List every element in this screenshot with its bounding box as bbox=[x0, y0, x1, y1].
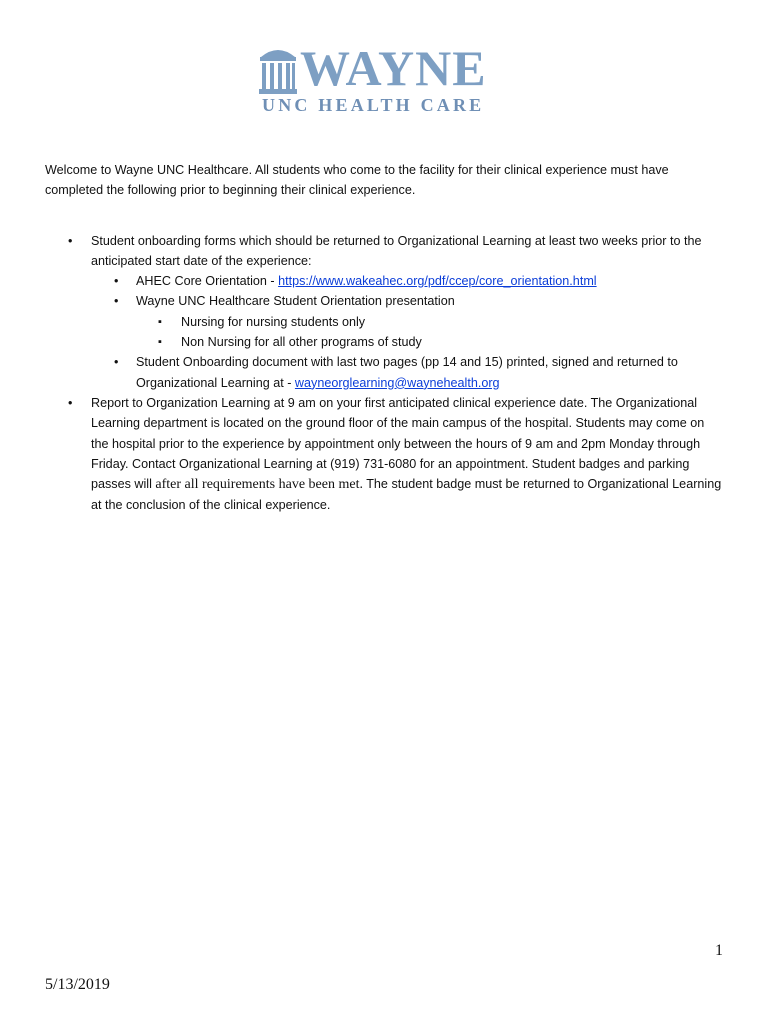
list-item-non-nursing bbox=[136, 332, 725, 352]
onboarding-text: Student onboarding forms which should be returned to Organizational Learning at least two weeks prior to the anticipated start date of the experience: bbox=[91, 233, 702, 268]
presentation-sublist bbox=[136, 312, 725, 353]
list-item-onboarding bbox=[45, 231, 725, 393]
document-label: Student Onboarding document with last two pages (pp 14 and 15) printed, signed and returned to Organizational Learning at - bbox=[136, 355, 678, 390]
wayne-unc-logo bbox=[258, 38, 518, 116]
email-link[interactable]: wayneorglearning@waynehealth.org bbox=[294, 375, 500, 390]
requirements-list bbox=[45, 231, 725, 516]
footer-date: 5/13/2019 bbox=[45, 976, 110, 993]
list-item-onboarding-document bbox=[91, 352, 725, 393]
list-item-nursing bbox=[136, 312, 725, 332]
list-item-ahec bbox=[91, 271, 725, 291]
document-body bbox=[45, 160, 725, 516]
ahec-label: AHEC Core Orientation - bbox=[136, 274, 279, 289]
list-item-report bbox=[45, 393, 725, 516]
list-item-presentation bbox=[91, 291, 725, 352]
logo-subtitle: UNC HEALTH CARE bbox=[262, 95, 485, 115]
intro-paragraph: Welcome to Wayne UNC Healthcare. All students who come to the facility for their clinical experience must have completed the following prior to beginning their clinical experience. bbox=[45, 163, 669, 198]
onboarding-sublist bbox=[91, 271, 725, 393]
page-number: 1 bbox=[715, 942, 723, 959]
nursing-text: Nursing for nursing students only bbox=[181, 314, 366, 329]
report-text-part1: Report to Organization Learning at 9 am on your first anticipated clinical experience date. The Organizational Learning department is located on the ground floor of the main campus of the hospital. Students may come on the hospital prior to the experience by appointment only between the hours of 9 am and 2pm Monday through Friday. Contact Organizational Learning at (919) 731-6080 for an appointment. Student badges and parking passes will bbox=[91, 395, 705, 492]
ahec-orientation-link[interactable]: https://www.wakeahec.org/pdf/ccep/core_orientation.html bbox=[278, 274, 597, 289]
presentation-label: Wayne UNC Healthcare Student Orientation presentation bbox=[136, 294, 455, 309]
logo-wordmark: WAYNE bbox=[300, 40, 487, 96]
old-well-icon bbox=[258, 43, 298, 97]
non-nursing-text: Non Nursing for all other programs of study bbox=[181, 335, 422, 350]
report-text-serif: after all requirements have been met. bbox=[155, 477, 363, 493]
report-text-part2: The student badge must be returned to Organizational Learning at the conclusion of the clinical experience. bbox=[91, 477, 722, 513]
